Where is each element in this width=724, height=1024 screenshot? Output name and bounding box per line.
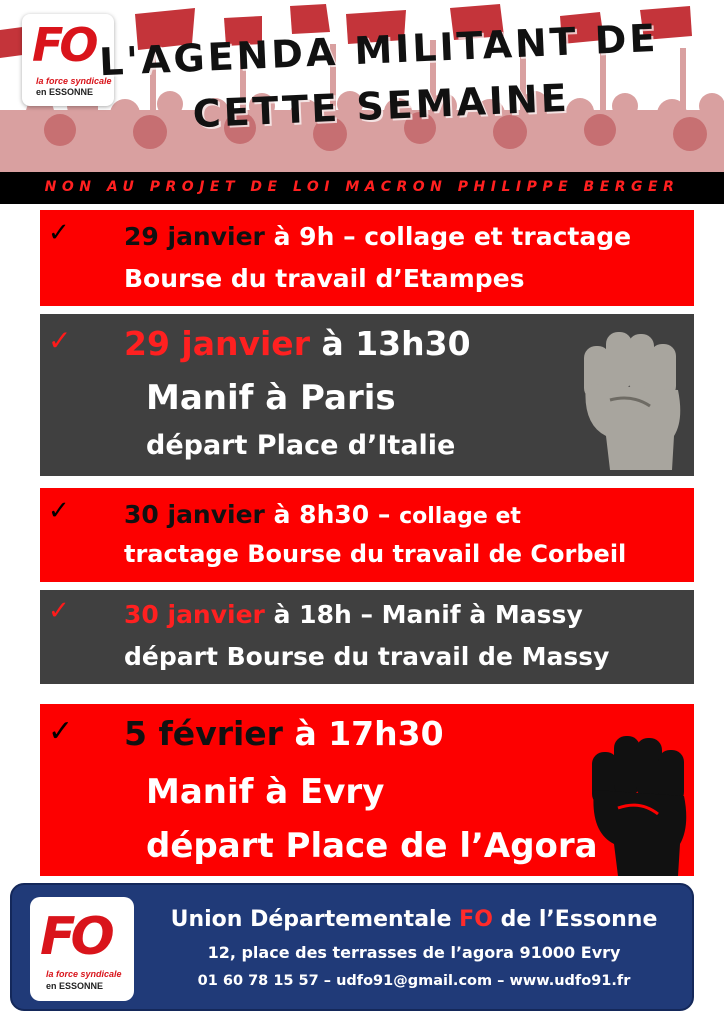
org-fo: FO [459, 907, 493, 932]
checkmark-icon: ✓ [48, 496, 70, 526]
event-date: 29 janvier [124, 222, 265, 251]
checkmark-icon: ✓ [48, 324, 72, 357]
logo-subtitle: la force syndicale [36, 76, 112, 86]
organization-address: 12, place des terrasses de l’agora 91000 Evry [207, 943, 621, 962]
event-card [40, 488, 694, 582]
event-title: Manif à Paris [146, 378, 396, 418]
logo-subtitle: la force syndicale [46, 969, 122, 979]
event-time-activity: à 9h – collage et tractage [264, 222, 632, 251]
event-card [40, 590, 694, 684]
title-line-2: CETTE SEMAINE [191, 75, 571, 137]
event-time: à 13h30 [309, 324, 471, 363]
organization-name [154, 907, 674, 932]
event-datetime [124, 500, 521, 529]
title-line-1: L'AGENDA MILITANT DE [98, 15, 660, 85]
logo-region: en ESSONNE [36, 87, 94, 97]
event-time: à 8h30 – [264, 500, 400, 529]
event-datetime [124, 600, 583, 629]
event-card [40, 314, 694, 476]
event-date: 29 janvier [124, 324, 310, 363]
org-name-end: de l’Essonne [492, 907, 658, 932]
logo-mark: FO [32, 18, 95, 72]
event-location: Bourse du travail d’Etampes [124, 264, 525, 293]
event-location: départ Place d’Italie [146, 430, 456, 461]
event-datetime [124, 324, 471, 363]
event-location: départ Place de l’Agora [146, 826, 598, 866]
fo-essonne-logo [30, 897, 134, 1001]
logo-mark: FO [40, 907, 110, 967]
event-date: 5 février [124, 714, 283, 753]
event-datetime [124, 222, 631, 251]
organization-contact: 01 60 78 15 57 – udfo91@gmail.com – www.udfo91.fr [197, 973, 631, 989]
logo-region: en ESSONNE [46, 981, 104, 991]
event-title: Manif à Evry [146, 772, 385, 812]
checkmark-icon: ✓ [48, 596, 70, 626]
event-card [40, 704, 694, 876]
event-card [40, 210, 694, 306]
event-location: départ Bourse du travail de Massy [124, 642, 610, 671]
event-date: 30 janvier [124, 600, 265, 629]
event-activity: collage et [399, 504, 521, 529]
event-datetime [124, 714, 444, 753]
header-banner [0, 0, 724, 172]
raised-fist-icon [580, 324, 686, 470]
checkmark-icon: ✓ [48, 218, 70, 248]
event-time: à 17h30 [282, 714, 444, 753]
event-location: tractage Bourse du travail de Corbeil [124, 540, 627, 568]
event-time-activity: à 18h – Manif à Massy [264, 600, 583, 629]
event-date: 30 janvier [124, 500, 265, 529]
footer-contact-panel [10, 883, 694, 1011]
raised-fist-icon [588, 728, 692, 876]
checkmark-icon: ✓ [48, 714, 74, 749]
tagline: NON AU PROJET DE LOI MACRON PHILIPPE BERGER [44, 179, 680, 195]
org-name-start: Union Départementale [170, 907, 460, 932]
